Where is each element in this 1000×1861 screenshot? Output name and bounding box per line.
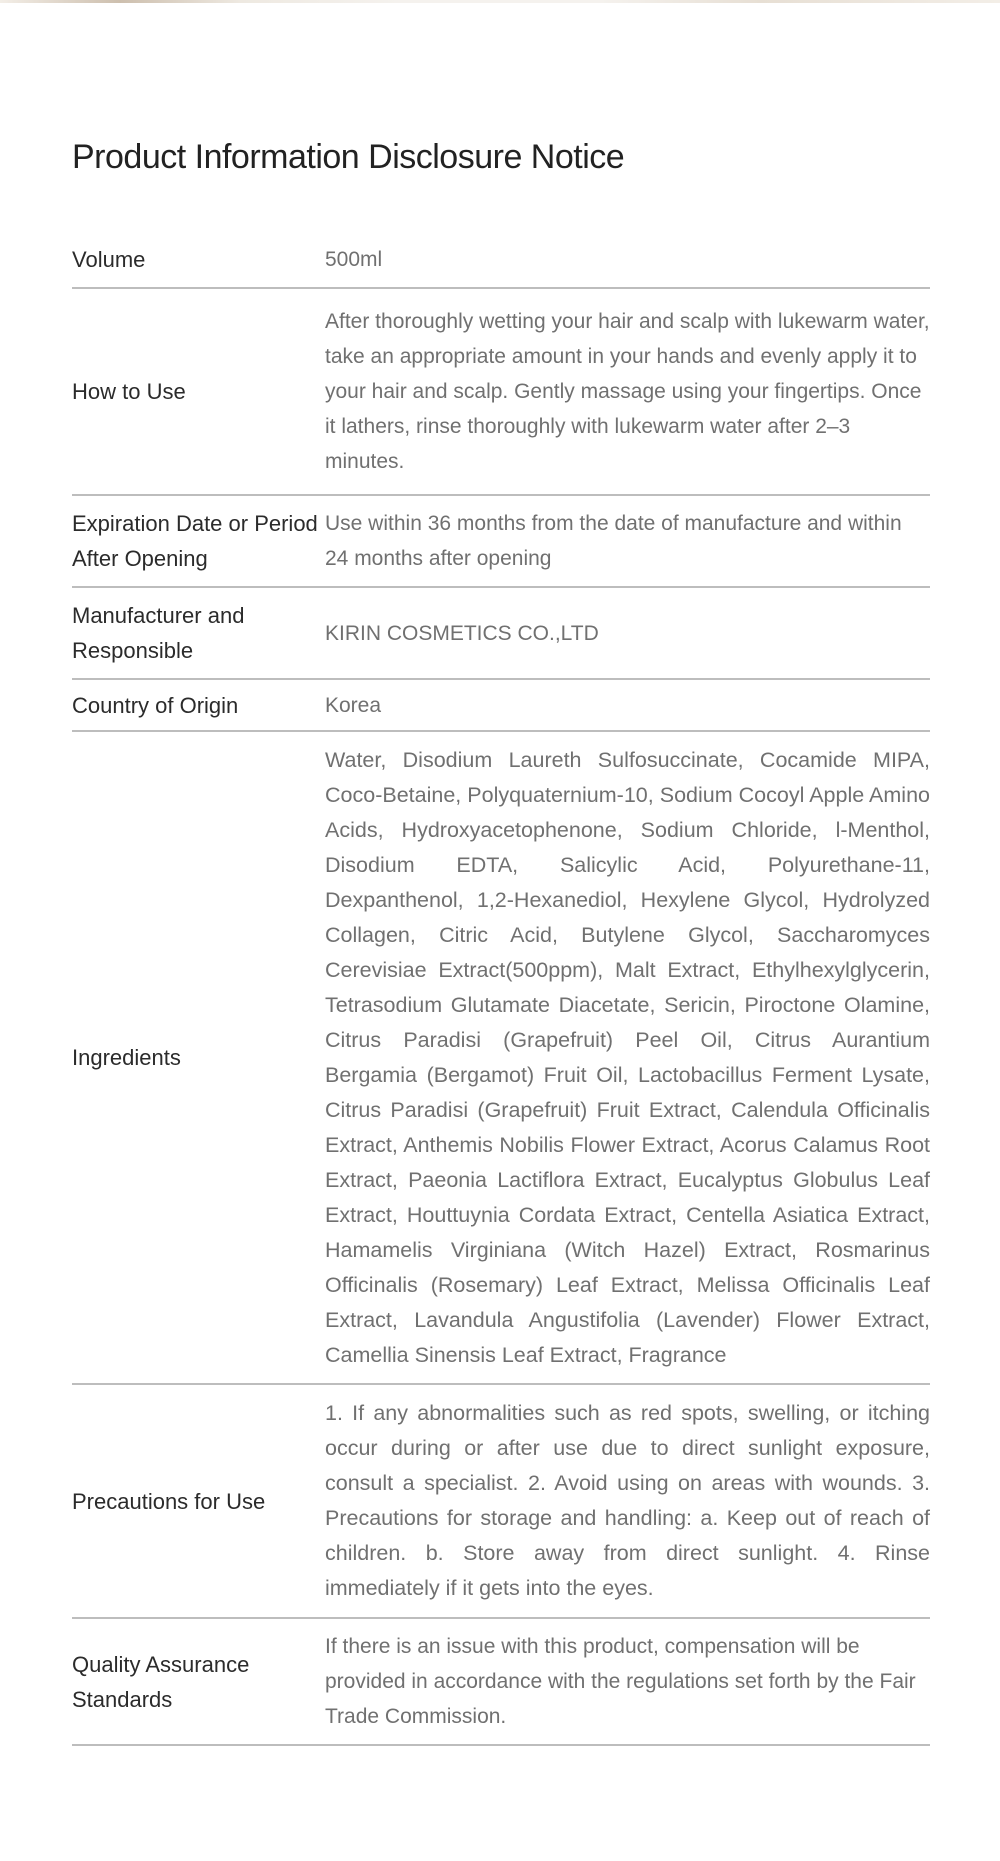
row-value-country-of-origin: Korea [325,679,930,731]
table-row-quality-assurance [72,1618,930,1745]
row-label-expiration: Expiration Date or Period After Opening [72,495,325,587]
table-row-manufacturer [72,587,930,679]
table-row-precautions [72,1384,930,1618]
row-value-how-to-use: After thoroughly wetting your hair and scalp with lukewarm water, take an appropriate amount in your hands and evenly apply it to your hair and scalp. Gently massage using your fingertips. Once it lathers, rinse thoroughly with lukewarm water after 2–3 minutes. [325,288,930,495]
row-label-how-to-use: How to Use [72,288,325,495]
row-value-precautions: 1. If any abnormalities such as red spots, swelling, or itching occur during or after use due to direct sunlight exposure, consult a specialist. 2. Avoid using on areas with wounds. 3. Precautions for storage and handling: a. Keep out of reach of children. b. Store away from direct sunlight. 4. Rinse immediately if it gets into the eyes. [325,1384,930,1618]
row-label-manufacturer: Manufacturer and Responsible [72,587,325,679]
row-label-volume: Volume [72,231,325,288]
row-value-quality-assurance: If there is an issue with this product, compensation will be provided in accordance with the regulations set forth by the Fair Trade Commission. [325,1618,930,1745]
row-label-country-of-origin: Country of Origin [72,679,325,731]
table-row-ingredients [72,731,930,1384]
table-row-how-to-use [72,288,930,495]
row-value-volume: 500ml [325,231,930,288]
row-value-expiration: Use within 36 months from the date of manufacture and within 24 months after opening [325,495,930,587]
table-row-country-of-origin [72,679,930,731]
row-value-ingredients: Water, Disodium Laureth Sulfosuccinate, Cocamide MIPA, Coco-Betaine, Polyquaternium-10, Sodium Cocoyl Apple Amino Acids, Hydroxyacetophenone, Sodium Chloride, l-Menthol, Disodium EDTA, Salicylic Acid, Polyurethane-11, Dexpanthenol, 1,2-Hexanediol, Hexylene Glycol, Hydrolyzed Collagen, Citric Acid, Butylene Glycol, Saccharomyces Cerevisiae Extract(500ppm), Malt Extract, Ethylhexylglycerin, Tetrasodium Glutamate Diacetate, Sericin, Piroctone Olamine, Citrus Paradisi (Grapefruit) Peel Oil, Citrus Aurantium Bergamia (Bergamot) Fruit Oil, Lactobacillus Ferment Lysate, Citrus Paradisi (Grapefruit) Fruit Extract, Calendula Officinalis Extract, Anthemis Nobilis Flower Extract, Acorus Calamus Root Extract, Paeonia Lactiflora Extract, Eucalyptus Globulus Leaf Extract, Houttuynia Cordata Extract, Centella Asiatica Extract, Hamamelis Virginiana (Witch Hazel) Extract, Rosmarinus Officinalis (Rosemary) Leaf Extract, Melissa Officinalis Leaf Extract, Lavandula Angustifolia (Lavender) Flower Extract, Camellia Sinensis Leaf Extract, Fragrance [325,731,930,1384]
page-title: Product Information Disclosure Notice [72,138,625,176]
table-row-volume [72,231,930,288]
row-label-quality-assurance: Quality Assurance Standards [72,1618,325,1745]
row-value-manufacturer: KIRIN COSMETICS CO.,LTD [325,587,930,679]
row-label-ingredients: Ingredients [72,731,325,1384]
table-row-expiration [72,495,930,587]
product-info-table [72,231,930,1746]
row-label-precautions: Precautions for Use [72,1384,325,1618]
top-accent-bar [0,0,1000,3]
